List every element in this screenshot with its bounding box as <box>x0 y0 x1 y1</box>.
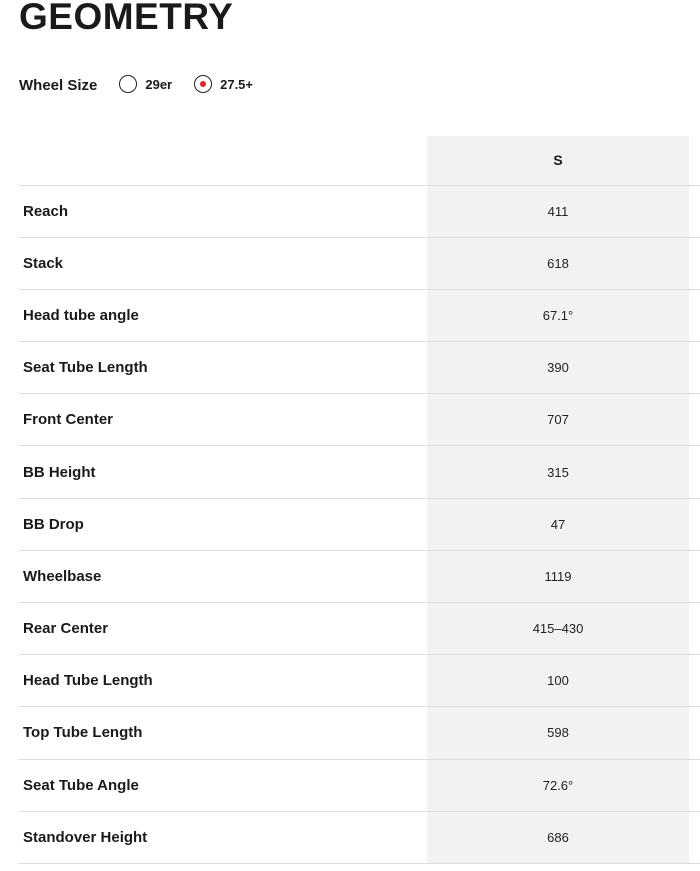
measurement-value: 686 <box>427 811 689 863</box>
size-column-header: S <box>427 136 689 185</box>
table-row <box>19 707 700 759</box>
table-row <box>19 811 700 863</box>
table-row <box>19 185 700 237</box>
measurement-label: Seat Tube Length <box>19 342 427 394</box>
overflow-cell <box>689 655 700 707</box>
measurement-value: 315 <box>427 446 689 498</box>
wheel-size-option-label[interactable]: 27.5+ <box>220 76 254 92</box>
table-row <box>19 237 700 289</box>
table-row <box>19 759 700 811</box>
measurement-value: 100 <box>427 655 689 707</box>
table-header-blank <box>19 136 427 185</box>
wheel-size-option-29er[interactable] <box>119 75 172 93</box>
table-row <box>19 446 700 498</box>
wheel-size-option-27-5-plus[interactable] <box>194 75 253 93</box>
measurement-label: Stack <box>19 237 427 289</box>
table-row <box>19 498 700 550</box>
table-row <box>19 655 700 707</box>
table-row <box>19 550 700 602</box>
wheel-size-label: Wheel Size <box>19 77 98 94</box>
measurement-value: 390 <box>427 342 689 394</box>
measurement-label: Rear Center <box>19 603 427 655</box>
overflow-cell <box>689 394 700 446</box>
measurement-value: 618 <box>427 237 689 289</box>
overflow-cell <box>689 237 700 289</box>
measurement-label: Standover Height <box>19 811 427 863</box>
table-row <box>19 289 700 341</box>
wheel-size-option-label[interactable]: 29er <box>145 76 173 92</box>
measurement-value: 72.6° <box>427 759 689 811</box>
overflow-cell <box>689 185 700 237</box>
measurement-value: 1119 <box>427 550 689 602</box>
measurement-value: 598 <box>427 707 689 759</box>
measurement-label: BB Height <box>19 446 427 498</box>
overflow-cell <box>689 707 700 759</box>
wheel-size-selector <box>19 70 275 98</box>
page-title: GEOMETRY <box>19 0 234 37</box>
overflow-cell <box>689 498 700 550</box>
table-body <box>19 185 700 863</box>
measurement-value: 47 <box>427 498 689 550</box>
radio-selected-dot <box>200 81 206 87</box>
measurement-value: 415–430 <box>427 603 689 655</box>
table-row <box>19 342 700 394</box>
overflow-cell <box>689 603 700 655</box>
table-row <box>19 394 700 446</box>
radio-unselected-icon[interactable] <box>119 75 137 93</box>
radio-selected-icon[interactable] <box>194 75 212 93</box>
overflow-cell <box>689 446 700 498</box>
measurement-label: Seat Tube Angle <box>19 759 427 811</box>
overflow-cell <box>689 342 700 394</box>
measurement-label: Head tube angle <box>19 289 427 341</box>
geometry-table <box>19 136 700 864</box>
measurement-label: Wheelbase <box>19 550 427 602</box>
overflow-cell <box>689 550 700 602</box>
table-row <box>19 603 700 655</box>
measurement-value: 707 <box>427 394 689 446</box>
table-header-overflow <box>689 136 700 185</box>
measurement-label: Front Center <box>19 394 427 446</box>
overflow-cell <box>689 289 700 341</box>
measurement-value: 67.1° <box>427 289 689 341</box>
measurement-label: BB Drop <box>19 498 427 550</box>
measurement-label: Reach <box>19 185 427 237</box>
measurement-label: Top Tube Length <box>19 707 427 759</box>
measurement-value: 411 <box>427 185 689 237</box>
overflow-cell <box>689 811 700 863</box>
table-header-row <box>19 136 700 185</box>
measurement-label: Head Tube Length <box>19 655 427 707</box>
overflow-cell <box>689 759 700 811</box>
